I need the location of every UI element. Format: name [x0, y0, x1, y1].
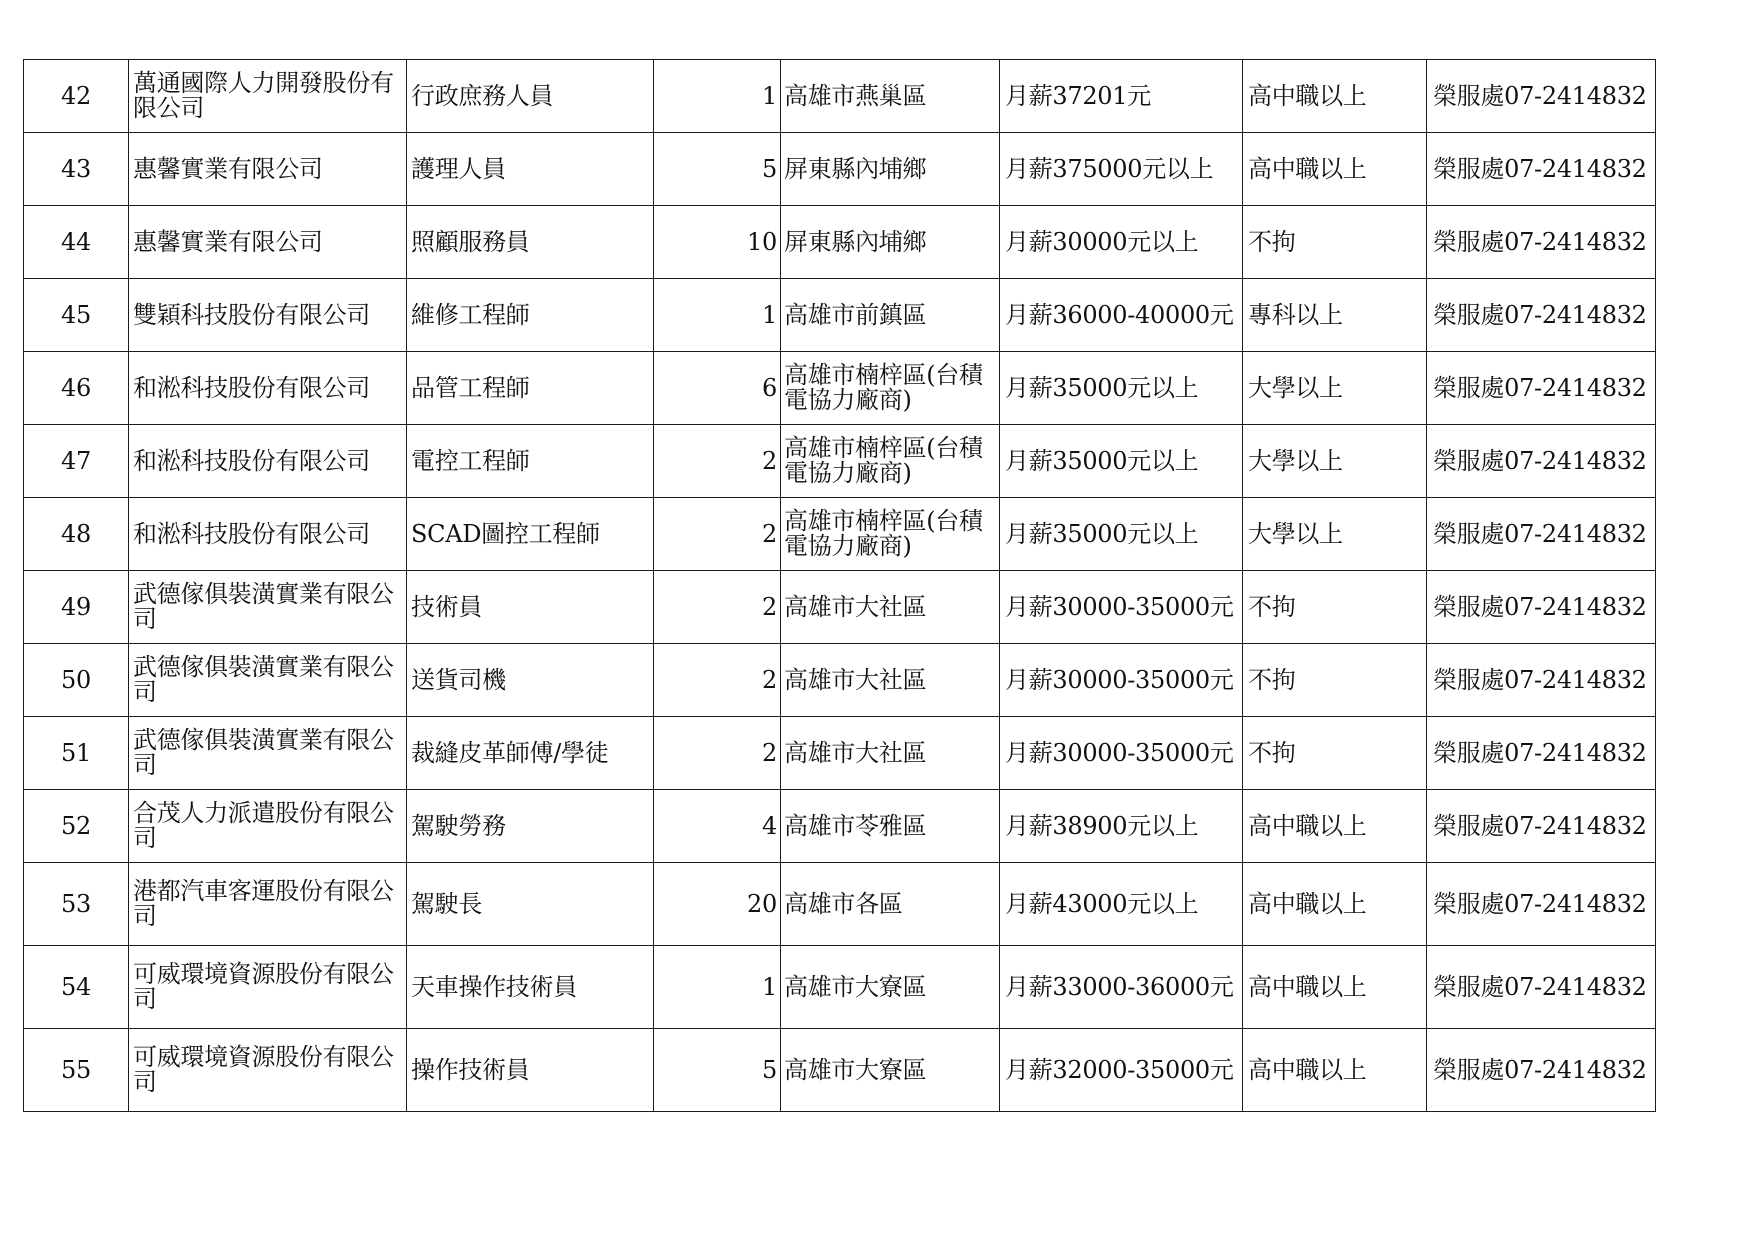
work-location: 高雄市各區 [781, 863, 1000, 946]
table-row [24, 571, 1656, 644]
job-position: 品管工程師 [407, 352, 654, 425]
table-row [24, 60, 1656, 133]
openings-count: 1 [654, 279, 781, 352]
contact-info: 榮服處07-2414832 [1427, 790, 1656, 863]
job-position: 天車操作技術員 [407, 946, 654, 1029]
contact-info: 榮服處07-2414832 [1427, 206, 1656, 279]
contact-info: 榮服處07-2414832 [1427, 1029, 1656, 1112]
openings-count: 10 [654, 206, 781, 279]
salary: 月薪36000-40000元 [1000, 279, 1243, 352]
education-requirement: 高中職以上 [1243, 946, 1427, 1029]
company-name: 惠馨實業有限公司 [129, 133, 407, 206]
row-number: 44 [24, 206, 129, 279]
job-table-body [24, 60, 1656, 1112]
job-position: 行政庶務人員 [407, 60, 654, 133]
table-row [24, 498, 1656, 571]
salary: 月薪37201元 [1000, 60, 1243, 133]
openings-count: 4 [654, 790, 781, 863]
job-position: 護理人員 [407, 133, 654, 206]
salary: 月薪35000元以上 [1000, 425, 1243, 498]
row-number: 49 [24, 571, 129, 644]
contact-info: 榮服處07-2414832 [1427, 352, 1656, 425]
company-name: 可威環境資源股份有限公司 [129, 946, 407, 1029]
work-location: 屏東縣內埔鄉 [781, 206, 1000, 279]
salary: 月薪30000元以上 [1000, 206, 1243, 279]
work-location: 高雄市大社區 [781, 644, 1000, 717]
row-number: 45 [24, 279, 129, 352]
contact-info: 榮服處07-2414832 [1427, 946, 1656, 1029]
contact-info: 榮服處07-2414832 [1427, 571, 1656, 644]
table-row [24, 644, 1656, 717]
education-requirement: 不拘 [1243, 206, 1427, 279]
company-name: 合茂人力派遣股份有限公司 [129, 790, 407, 863]
education-requirement: 不拘 [1243, 571, 1427, 644]
table-row [24, 863, 1656, 946]
work-location: 高雄市楠梓區(台積電協力廠商) [781, 425, 1000, 498]
company-name: 武德傢俱裝潢實業有限公司 [129, 717, 407, 790]
salary: 月薪30000-35000元 [1000, 644, 1243, 717]
job-position: 技術員 [407, 571, 654, 644]
education-requirement: 大學以上 [1243, 425, 1427, 498]
job-position: 維修工程師 [407, 279, 654, 352]
work-location: 高雄市大寮區 [781, 1029, 1000, 1112]
contact-info: 榮服處07-2414832 [1427, 279, 1656, 352]
education-requirement: 高中職以上 [1243, 133, 1427, 206]
openings-count: 1 [654, 60, 781, 133]
openings-count: 2 [654, 498, 781, 571]
table-row [24, 279, 1656, 352]
salary: 月薪35000元以上 [1000, 352, 1243, 425]
education-requirement: 大學以上 [1243, 498, 1427, 571]
company-name: 港都汽車客運股份有限公司 [129, 863, 407, 946]
row-number: 43 [24, 133, 129, 206]
work-location: 高雄市楠梓區(台積電協力廠商) [781, 498, 1000, 571]
salary: 月薪32000-35000元 [1000, 1029, 1243, 1112]
row-number: 52 [24, 790, 129, 863]
contact-info: 榮服處07-2414832 [1427, 498, 1656, 571]
table-row [24, 352, 1656, 425]
table-row [24, 946, 1656, 1029]
openings-count: 2 [654, 425, 781, 498]
row-number: 42 [24, 60, 129, 133]
company-name: 和淞科技股份有限公司 [129, 498, 407, 571]
salary: 月薪43000元以上 [1000, 863, 1243, 946]
openings-count: 6 [654, 352, 781, 425]
job-position: 操作技術員 [407, 1029, 654, 1112]
contact-info: 榮服處07-2414832 [1427, 133, 1656, 206]
salary: 月薪38900元以上 [1000, 790, 1243, 863]
row-number: 55 [24, 1029, 129, 1112]
openings-count: 20 [654, 863, 781, 946]
table-row [24, 1029, 1656, 1112]
work-location: 高雄市燕巢區 [781, 60, 1000, 133]
table-row [24, 206, 1656, 279]
job-position: SCAD圖控工程師 [407, 498, 654, 571]
salary: 月薪33000-36000元 [1000, 946, 1243, 1029]
company-name: 惠馨實業有限公司 [129, 206, 407, 279]
company-name: 和淞科技股份有限公司 [129, 425, 407, 498]
row-number: 46 [24, 352, 129, 425]
table-row [24, 717, 1656, 790]
work-location: 高雄市楠梓區(台積電協力廠商) [781, 352, 1000, 425]
company-name: 武德傢俱裝潢實業有限公司 [129, 571, 407, 644]
job-listing-table [23, 59, 1656, 1112]
table-row [24, 790, 1656, 863]
table-row [24, 425, 1656, 498]
work-location: 高雄市大寮區 [781, 946, 1000, 1029]
row-number: 51 [24, 717, 129, 790]
row-number: 53 [24, 863, 129, 946]
job-position: 送貨司機 [407, 644, 654, 717]
row-number: 48 [24, 498, 129, 571]
contact-info: 榮服處07-2414832 [1427, 863, 1656, 946]
education-requirement: 專科以上 [1243, 279, 1427, 352]
openings-count: 2 [654, 571, 781, 644]
work-location: 高雄市苓雅區 [781, 790, 1000, 863]
education-requirement: 高中職以上 [1243, 1029, 1427, 1112]
company-name: 可威環境資源股份有限公司 [129, 1029, 407, 1112]
openings-count: 2 [654, 717, 781, 790]
education-requirement: 高中職以上 [1243, 60, 1427, 133]
row-number: 50 [24, 644, 129, 717]
education-requirement: 高中職以上 [1243, 863, 1427, 946]
openings-count: 5 [654, 133, 781, 206]
openings-count: 2 [654, 644, 781, 717]
contact-info: 榮服處07-2414832 [1427, 644, 1656, 717]
work-location: 高雄市大社區 [781, 571, 1000, 644]
education-requirement: 不拘 [1243, 644, 1427, 717]
salary: 月薪375000元以上 [1000, 133, 1243, 206]
openings-count: 1 [654, 946, 781, 1029]
openings-count: 5 [654, 1029, 781, 1112]
salary: 月薪30000-35000元 [1000, 571, 1243, 644]
company-name: 和淞科技股份有限公司 [129, 352, 407, 425]
work-location: 高雄市前鎮區 [781, 279, 1000, 352]
job-position: 照顧服務員 [407, 206, 654, 279]
job-position: 駕駛長 [407, 863, 654, 946]
work-location: 屏東縣內埔鄉 [781, 133, 1000, 206]
company-name: 武德傢俱裝潢實業有限公司 [129, 644, 407, 717]
company-name: 萬通國際人力開發股份有限公司 [129, 60, 407, 133]
education-requirement: 大學以上 [1243, 352, 1427, 425]
salary: 月薪30000-35000元 [1000, 717, 1243, 790]
job-position: 電控工程師 [407, 425, 654, 498]
table-row [24, 133, 1656, 206]
contact-info: 榮服處07-2414832 [1427, 425, 1656, 498]
contact-info: 榮服處07-2414832 [1427, 717, 1656, 790]
company-name: 雙穎科技股份有限公司 [129, 279, 407, 352]
work-location: 高雄市大社區 [781, 717, 1000, 790]
row-number: 54 [24, 946, 129, 1029]
education-requirement: 高中職以上 [1243, 790, 1427, 863]
contact-info: 榮服處07-2414832 [1427, 60, 1656, 133]
row-number: 47 [24, 425, 129, 498]
job-position: 裁縫皮革師傅/學徒 [407, 717, 654, 790]
job-position: 駕駛勞務 [407, 790, 654, 863]
education-requirement: 不拘 [1243, 717, 1427, 790]
salary: 月薪35000元以上 [1000, 498, 1243, 571]
